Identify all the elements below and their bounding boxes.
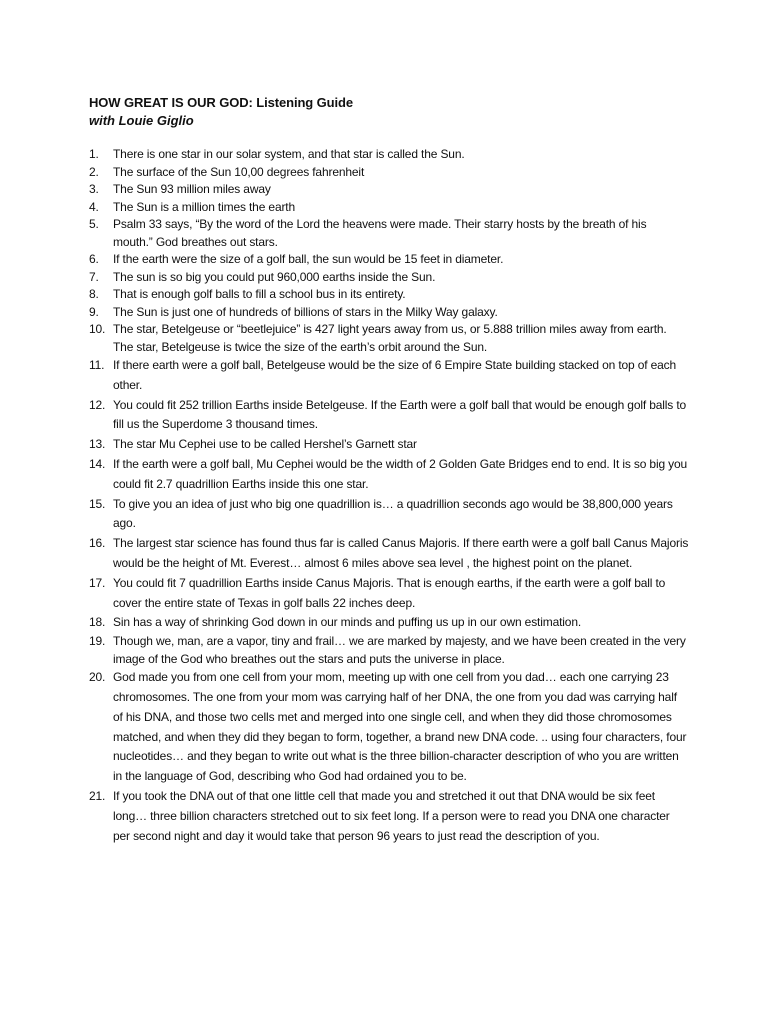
- page-subtitle: with Louie Giglio: [89, 113, 194, 128]
- item-number: 5.: [89, 217, 99, 231]
- item-number: 9.: [89, 304, 99, 319]
- item-text: You could fit 252 trillion Earths inside Betelgeuse. If the Earth were a golf ball that would be enough golf balls to fill us the Superdome 3 thousand times.: [113, 397, 687, 432]
- item-text: The sun is so big you could put 960,000 earths inside the Sun.: [113, 269, 436, 284]
- list-item: [89, 181, 689, 199]
- item-text: The Sun is just one of hundreds of billions of stars in the Milky Way galaxy.: [113, 304, 498, 319]
- list-item: [89, 199, 689, 217]
- item-text: To give you an idea of just who big one quadrillion is… a quadrillion seconds ago would be 38,800,000 years ago.: [113, 496, 673, 531]
- item-number: 10.: [89, 322, 106, 336]
- title-block: [89, 94, 689, 130]
- list-item: [89, 633, 689, 668]
- list-item: [89, 146, 689, 164]
- item-text: If you took the DNA out of that one little cell that made you and stretched it out that DNA would be six feet long… three billion characters stretched out to six feet long. If a person were to read you DNA one character per second night and day it would take that person 96 years to just read the description of you.: [113, 788, 670, 843]
- list-item: [89, 286, 689, 304]
- item-number: 13.: [89, 437, 106, 452]
- list-item: [89, 396, 689, 436]
- list-item: [89, 164, 689, 182]
- list-item: [89, 216, 689, 251]
- item-number: 18.: [89, 615, 106, 630]
- item-number: 16.: [89, 536, 106, 551]
- list-item: [89, 251, 689, 269]
- list-item: [89, 495, 689, 535]
- list-item: [89, 435, 689, 455]
- item-text: That is enough golf balls to fill a school bus in its entirety.: [113, 287, 406, 301]
- item-text: If there earth were a golf ball, Betelgeuse would be the size of 6 Empire State building stacked on top of each other.: [113, 358, 677, 392]
- item-text: The star Mu Cephei use to be called Hershel’s Garnett star: [113, 437, 417, 452]
- item-text: There is one star in our solar system, and that star is called the Sun.: [113, 147, 465, 161]
- list-item: [89, 574, 689, 614]
- item-text: If the earth were a golf ball, Mu Cephei would be the width of 2 Golden Gate Bridges end to end. It is so big you could fit 2.7 quadrillion Earths inside this one star.: [113, 456, 688, 491]
- item-number: 11.: [89, 358, 105, 372]
- item-number: 7.: [89, 269, 99, 284]
- item-number: 12.: [89, 397, 106, 412]
- item-text: The star, Betelgeuse or “beetlejuice” is 427 light years away from us, or 5.888 trillion miles away from earth. The star, Betelgeuse is twice the size of the earth’s orbit around the Sun.: [113, 322, 667, 354]
- page-title: HOW GREAT IS OUR GOD: Listening Guide: [89, 95, 354, 110]
- list-item: [89, 455, 689, 495]
- item-text: The surface of the Sun 10,00 degrees fahrenheit: [113, 164, 365, 179]
- list-item: [89, 321, 689, 356]
- item-text: The Sun 93 million miles away: [113, 182, 271, 196]
- item-number: 15.: [89, 496, 106, 511]
- item-number: 19.: [89, 634, 106, 649]
- item-text: The largest star science has found thus far is called Canus Majoris. If there earth were a golf ball Canus Majoris would be the height of Mt. Everest… almost 6 miles above sea level , the highest point on the planet.: [113, 536, 689, 570]
- item-text: Psalm 33 says, “By the word of the Lord the heavens were made. Their starry hosts by the breath of his mouth.” God breathes out stars.: [113, 217, 647, 249]
- item-number: 6.: [89, 252, 99, 266]
- item-number: 17.: [89, 575, 106, 590]
- item-number: 1.: [89, 147, 99, 161]
- item-number: 8.: [89, 287, 99, 301]
- item-text: If the earth were the size of a golf ball, the sun would be 15 feet in diameter.: [113, 252, 504, 266]
- list-item: [89, 356, 689, 396]
- item-text: Sin has a way of shrinking God down in our minds and puffing us up in our own estimation.: [113, 615, 582, 630]
- item-number: 4.: [89, 199, 99, 214]
- item-text: You could fit 7 quadrillion Earths inside Canus Majoris. That is enough earths, if the earth were a golf ball to cover the entire state of Texas in golf balls 22 inches deep.: [113, 575, 666, 610]
- item-text: The Sun is a million times the earth: [113, 199, 296, 214]
- item-number: 21.: [89, 788, 106, 803]
- list-item: [89, 668, 689, 787]
- list-item: [89, 304, 689, 322]
- listening-guide-list: [89, 146, 689, 846]
- list-item: [89, 534, 689, 574]
- item-number: 3.: [89, 182, 99, 196]
- item-number: 14.: [89, 456, 106, 471]
- item-number: 20.: [89, 670, 106, 685]
- list-item: [89, 613, 689, 633]
- item-number: 2.: [89, 164, 99, 179]
- list-item: [89, 787, 689, 846]
- list-item: [89, 269, 689, 287]
- item-text: Though we, man, are a vapor, tiny and frail… we are marked by majesty, and we have been created in the very image of the God who breathes out the stars and puts the universe in place.: [113, 634, 686, 666]
- item-text: God made you from one cell from your mom, meeting up with one cell from you dad… each one carrying 23 chromosomes. The one from your mom was carrying half of her DNA, the one from you dad was carrying half of his DNA, and those two cells met and merged into one single cell, and when they did those chromosomes matched, and when they did they began to form, together, a brand new DNA code. .. using four characters, four nucleotides… and they began to write out what is the three billion-character description of who you are written in the language of God, describing who God had ordained you to be.: [113, 670, 687, 784]
